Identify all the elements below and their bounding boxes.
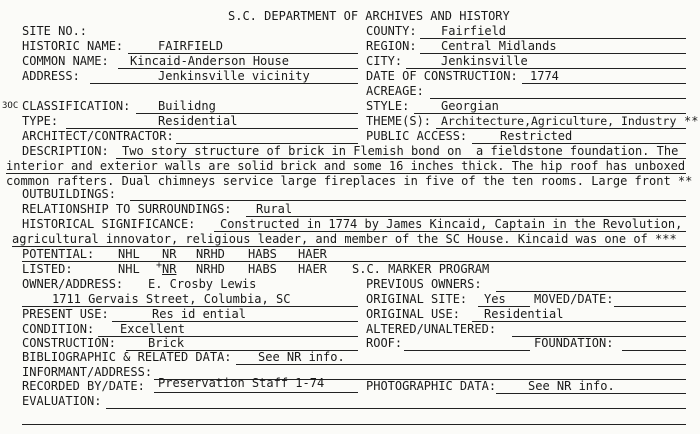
- significance-line-2: agricultural innovator, religious leader, and member of the SC House. Kincaid was one of ***: [12, 232, 677, 246]
- classification-label: CLASSIFICATION:: [22, 99, 131, 113]
- type-value: Residential: [158, 114, 238, 128]
- outbuildings-label: OUTBUILDINGS:: [22, 187, 116, 201]
- potential-habs: HABS: [248, 247, 277, 261]
- original-site-value: Yes: [484, 292, 506, 306]
- description-line-2: interior and exterior walls are solid brick and some 16 inches thick. The hip roof has unboxed: [6, 159, 686, 173]
- acreage-label: ACREAGE:: [366, 84, 424, 98]
- public-access-value: Restricted: [500, 129, 573, 143]
- theme-marks: **: [684, 114, 699, 128]
- significance-rule-2: [12, 246, 686, 247]
- date-value: 1774: [530, 69, 559, 83]
- common-name-value: Kincaid-Anderson House: [130, 54, 289, 68]
- county-value: Fairfield: [441, 24, 507, 38]
- historic-name-value: FAIRFIELD: [158, 39, 224, 53]
- description-label: DESCRIPTION:: [22, 144, 109, 158]
- relationship-value: Rural: [256, 202, 293, 216]
- classification-value: Builidng: [158, 99, 216, 113]
- construction-label: CONSTRUCTION:: [22, 336, 116, 350]
- recorded-by-line: [154, 392, 358, 393]
- owner-name-value: E. Crosby Lewis: [148, 277, 257, 291]
- condition-value: Excellent: [120, 322, 186, 336]
- significance-line-1: Constructed in 1774 by James Kincaid, Captain in the Revolution,: [220, 217, 683, 231]
- construction-value: Brick: [148, 336, 185, 350]
- historic-name-label: HISTORIC NAME:: [22, 39, 124, 53]
- previous-owners-label: PREVIOUS OWNERS:: [366, 277, 482, 291]
- bibliographic-label: BIBLIOGRAPHIC & RELATED DATA:: [22, 350, 232, 364]
- type-label: TYPE:: [22, 114, 59, 128]
- city-label: CITY:: [366, 54, 403, 68]
- present-use-value: Res id ential: [152, 307, 246, 321]
- altered-label: ALTERED/UNALTERED:: [366, 322, 497, 336]
- potential-nrhd: NRHD: [196, 247, 225, 261]
- listed-nr: NR: [162, 262, 177, 276]
- photographic-value: See NR info.: [528, 379, 615, 393]
- listed-label: LISTED:: [22, 262, 73, 276]
- original-use-label: ORIGINAL USE:: [366, 307, 460, 321]
- informant-label: INFORMANT/ADDRESS:: [22, 365, 153, 379]
- outbuildings-line: [130, 200, 686, 201]
- region-label: REGION:: [366, 39, 417, 53]
- condition-line: [98, 336, 358, 337]
- listed-haer: HAER: [298, 262, 327, 276]
- common-name-label: COMMON NAME:: [22, 54, 109, 68]
- potential-nr: NR: [162, 247, 177, 261]
- potential-haer: HAER: [298, 247, 327, 261]
- bibliographic-line: [236, 364, 686, 365]
- significance-label: HISTORICAL SIGNIFICANCE:: [22, 217, 196, 231]
- theme-label: THEME(S):: [366, 114, 432, 128]
- listed-nhl: NHL: [118, 262, 140, 276]
- condition-label: CONDITION:: [22, 322, 95, 336]
- county-label: COUNTY:: [366, 24, 417, 38]
- address-line: [90, 83, 358, 84]
- architect-label: ARCHITECT/CONTRACTOR:: [22, 129, 174, 143]
- roof-line: [404, 350, 530, 351]
- address-label: ADDRESS:: [22, 69, 80, 83]
- moved-date-label: MOVED/DATE:: [534, 292, 614, 306]
- owner-address-value: 1711 Gervais Street, Columbia, SC: [52, 292, 291, 306]
- region-value: Central Midlands: [441, 39, 557, 53]
- listed-mark: +: [156, 260, 163, 271]
- date-line: [522, 83, 686, 84]
- photographic-line: [496, 393, 686, 394]
- marker-program-label: S.C. MARKER PROGRAM: [352, 262, 490, 276]
- relationship-label: RELATIONSHIP TO SURROUNDINGS:: [22, 202, 232, 216]
- original-use-value: Residential: [484, 307, 564, 321]
- original-use-line: [472, 321, 686, 322]
- margin-mark: 3OC: [2, 101, 19, 111]
- date-label: DATE OF CONSTRUCTION:: [366, 69, 518, 83]
- style-value: Georgian: [441, 99, 499, 113]
- moved-date-line: [614, 306, 686, 307]
- style-label: STYLE:: [366, 99, 410, 113]
- foundation-label: FOUNDATION:: [534, 336, 614, 350]
- public-access-label: PUBLIC ACCESS:: [366, 129, 468, 143]
- original-site-label: ORIGINAL SITE:: [366, 292, 468, 306]
- form-header: S.C. DEPARTMENT OF ARCHIVES AND HISTORY: [228, 9, 510, 23]
- description-line-1: Two story structure of brick in Flemish bond on a fieldstone foundation. The: [122, 144, 679, 158]
- description-line-3: common rafters. Dual chimneys service large fireplaces in five of the ten rooms. Large front **: [6, 174, 693, 188]
- recorded-by-label: RECORDED BY/DATE:: [22, 379, 145, 393]
- owner-label: OWNER/ADDRESS:: [22, 277, 124, 291]
- recorded-by-value: Preservation Staff 1-74: [158, 376, 325, 390]
- address-value: Jenkinsville vicinity: [158, 69, 310, 83]
- listed-nrhd: NRHD: [196, 262, 225, 276]
- theme-value: Architecture,Agriculture, Industry: [441, 114, 677, 128]
- evaluation-line-2: [22, 424, 686, 425]
- listed-habs: HABS: [248, 262, 277, 276]
- site-no-label: SITE NO.:: [22, 24, 88, 38]
- evaluation-label: EVALUATION:: [22, 394, 102, 408]
- roof-label: ROOF:: [366, 336, 403, 350]
- potential-nhl: NHL: [118, 247, 140, 261]
- bibliographic-value: See NR info.: [258, 350, 345, 364]
- photographic-label: PHOTOGRAPHIC DATA:: [366, 379, 497, 393]
- foundation-line: [622, 350, 686, 351]
- present-use-label: PRESENT USE:: [22, 307, 109, 321]
- potential-label: POTENTIAL:: [22, 247, 95, 261]
- city-value: Jenkinsville: [441, 54, 528, 68]
- evaluation-line: [106, 408, 686, 409]
